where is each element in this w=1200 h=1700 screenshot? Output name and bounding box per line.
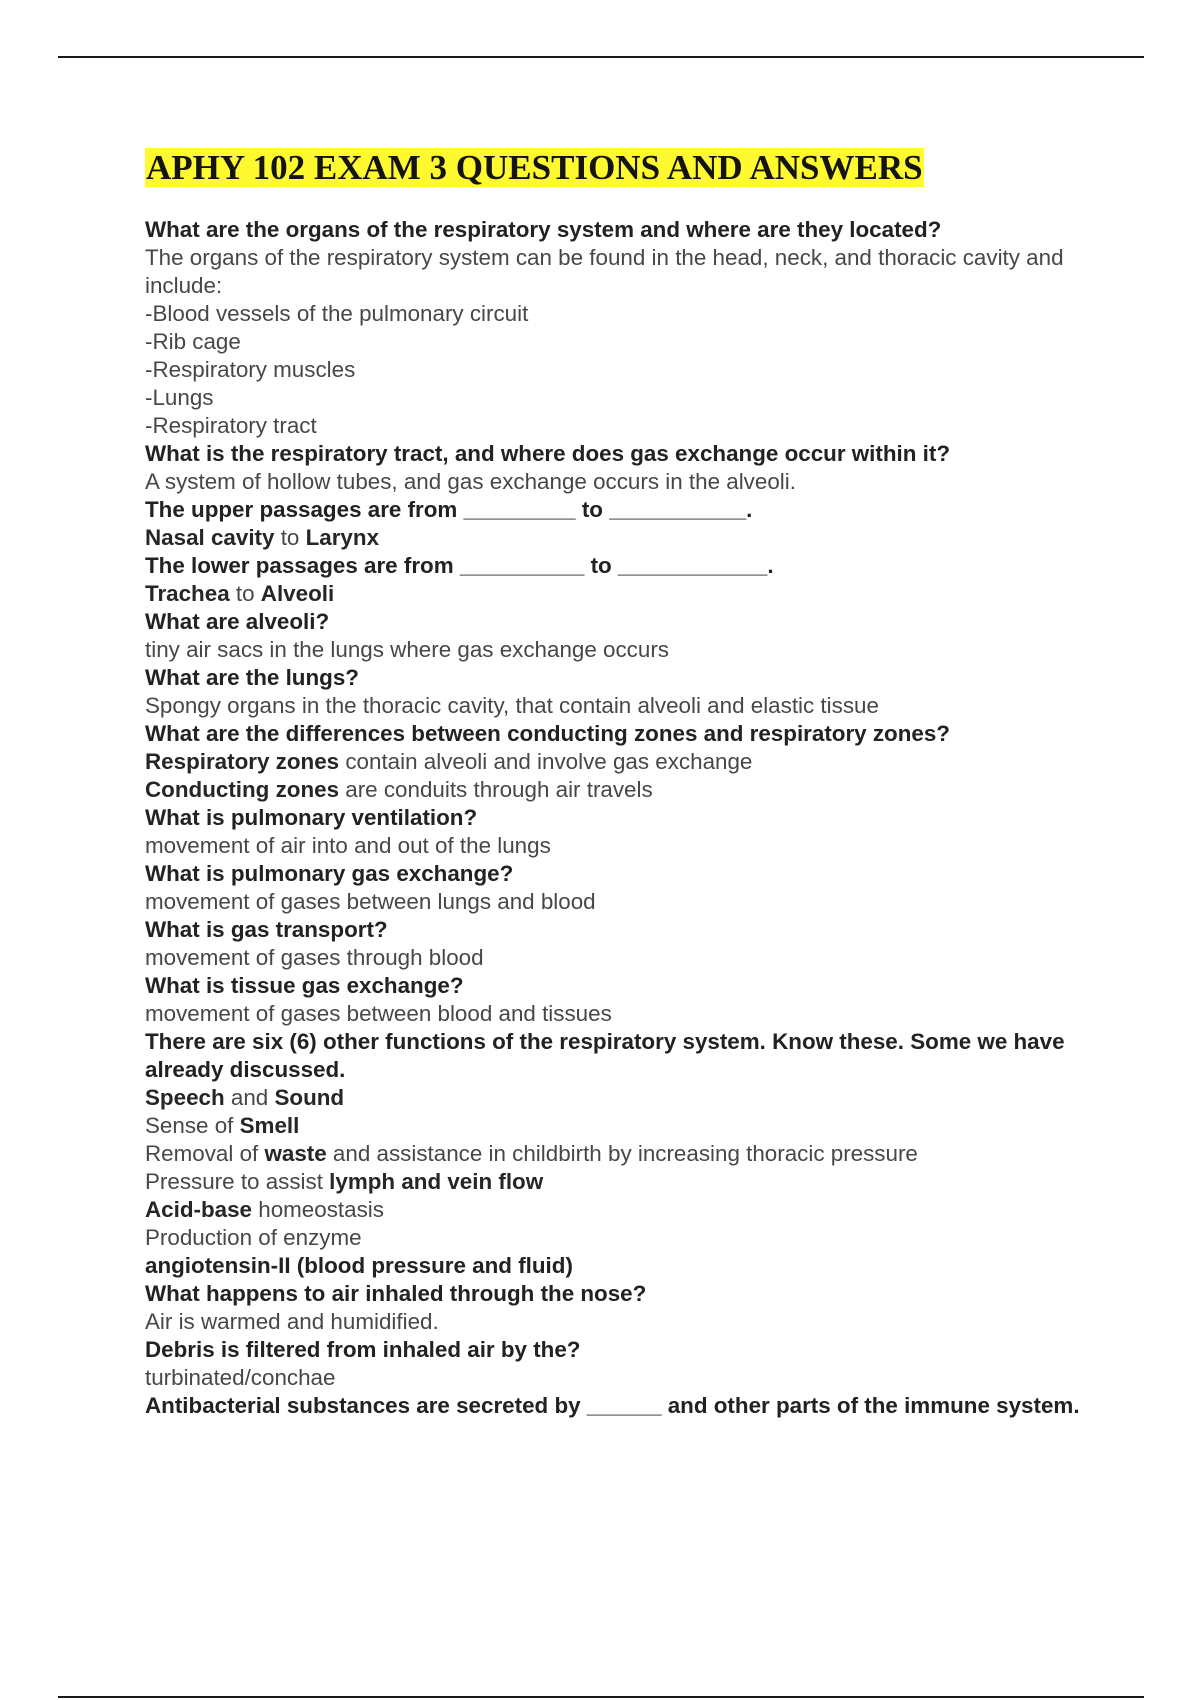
answer (145, 1112, 1090, 1140)
footer-rule (58, 1696, 1144, 1698)
answer: A system of hollow tubes, and gas exchange occurs in the alveoli. (145, 469, 796, 494)
question: What is pulmonary gas exchange? (145, 861, 514, 886)
answer-term: lymph and vein flow (329, 1169, 544, 1194)
question: Debris is filtered from inhaled air by the? (145, 1337, 581, 1362)
answer-text: Pressure to assist (145, 1169, 330, 1194)
question: What are the organs of the respiratory system and where are they located? (145, 217, 942, 242)
question: What happens to air inhaled through the nose? (145, 1281, 647, 1306)
answer (145, 776, 1090, 804)
answer (145, 524, 1090, 552)
question: Antibacterial substances are secreted by ______ and other parts of the immune system. (145, 1393, 1080, 1418)
answer (145, 1168, 1090, 1196)
question: What is the respiratory tract, and where does gas exchange occur within it? (145, 441, 951, 466)
answer-term: Respiratory zones (145, 749, 340, 774)
question: The upper passages are from _________ to ___________. (145, 497, 753, 522)
question: What are the differences between conducting zones and respiratory zones? (145, 721, 950, 746)
question: What are the lungs? (145, 665, 359, 690)
answer-term: Trachea (145, 581, 230, 606)
answer: Spongy organs in the thoracic cavity, that contain alveoli and elastic tissue (145, 693, 879, 718)
question: What is pulmonary ventilation? (145, 805, 478, 830)
qa-content (145, 216, 1090, 1420)
question: What are alveoli? (145, 609, 330, 634)
answer-list-item: -Blood vessels of the pulmonary circuit (145, 301, 529, 326)
answer (145, 1084, 1090, 1112)
answer-term: Acid-base (145, 1197, 253, 1222)
answer-list-item: -Respiratory tract (145, 413, 317, 438)
answer-term: Nasal cavity (145, 525, 275, 550)
question: There are six (6) other functions of the respiratory system. Know these. Some we have already discussed. (145, 1029, 1065, 1082)
answer: movement of air into and out of the lungs (145, 833, 551, 858)
answer: tiny air sacs in the lungs where gas exchange occurs (145, 637, 669, 662)
answer-term: angiotensin-II (blood pressure and fluid) (145, 1253, 573, 1278)
answer (145, 1140, 1090, 1168)
answer-list-item: -Rib cage (145, 329, 241, 354)
question: The lower passages are from __________ to ____________. (145, 553, 774, 578)
answer (145, 580, 1090, 608)
question: What is tissue gas exchange? (145, 973, 464, 998)
answer-text: contain alveoli and involve gas exchange (339, 749, 753, 774)
answer-term: Larynx (305, 525, 380, 550)
header-rule (58, 56, 1144, 58)
answer-term: Alveoli (260, 581, 335, 606)
answer-text: Sense of (145, 1113, 240, 1138)
answer (145, 748, 1090, 776)
answer: The organs of the respiratory system can be found in the head, neck, and thoracic cavity and include: (145, 245, 1064, 298)
answer: movement of gases between blood and tissues (145, 1001, 612, 1026)
answer: movement of gases between lungs and blood (145, 889, 596, 914)
answer (145, 1196, 1090, 1224)
answer-term: Sound (274, 1085, 345, 1110)
answer-text: Removal of (145, 1141, 265, 1166)
answer-term: Smell (239, 1113, 300, 1138)
answer-text: to (229, 581, 261, 606)
answer-list-item: -Lungs (145, 385, 214, 410)
document-title (145, 146, 924, 190)
answer: Production of enzyme (145, 1225, 362, 1250)
answer-text: and (224, 1085, 275, 1110)
answer: turbinated/conchae (145, 1365, 336, 1390)
answer-term: Conducting zones (145, 777, 340, 802)
answer-list-item: -Respiratory muscles (145, 357, 356, 382)
answer-text: to (274, 525, 306, 550)
answer: Air is warmed and humidified. (145, 1309, 439, 1334)
answer-term: waste (264, 1141, 327, 1166)
answer-term: Speech (145, 1085, 225, 1110)
title-highlight: APHY 102 EXAM 3 QUESTIONS AND ANSWERS (146, 148, 923, 187)
answer-text: homeostasis (252, 1197, 384, 1222)
answer-text: are conduits through air travels (339, 777, 653, 802)
question: What is gas transport? (145, 917, 388, 942)
answer: movement of gases through blood (145, 945, 484, 970)
answer-text: and assistance in childbirth by increasing thoracic pressure (326, 1141, 918, 1166)
